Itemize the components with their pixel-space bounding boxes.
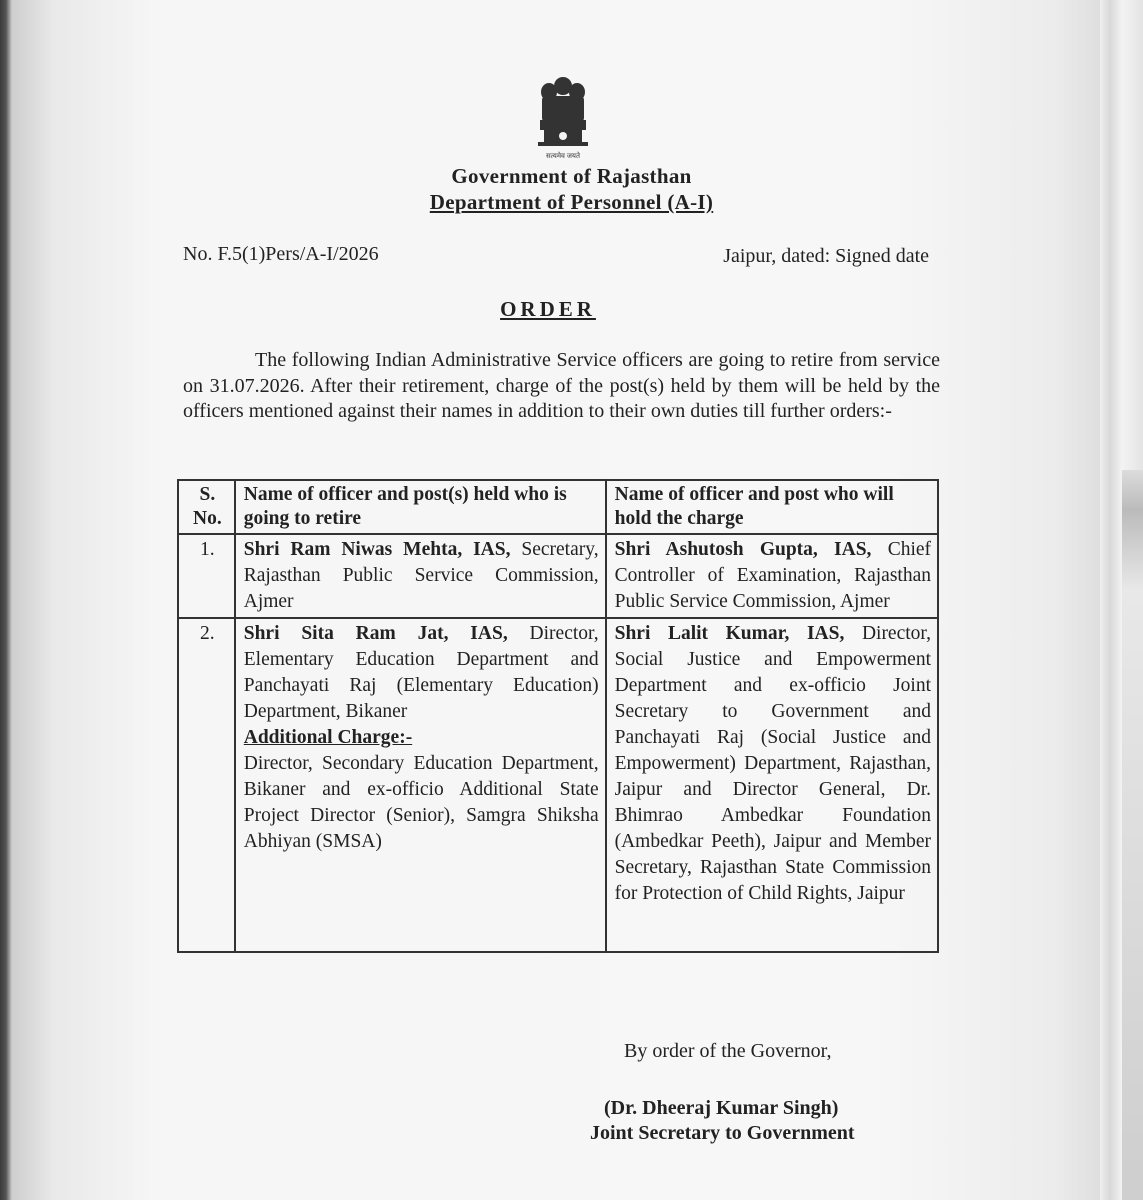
emblem-motto: सत्यमेव जयते: [546, 152, 580, 160]
charge-officer-name: Shri Lalit Kumar, IAS,: [614, 623, 845, 644]
charge-officer-post: Director, Social Justice and Empowerment Department and ex-officio Joint Secretary to Government and Panchayati Raj (Social Justice and Empowerment) Department, Rajasthan, Jaipur and Director General, Dr. Bhimrao Ambedkar Foundation (Ambedkar Peeth), Jaipur and Member Secretary, Rajasthan State Commission for Protection of Child Rights, Jaipur: [614, 623, 931, 904]
retiring-officer-name: Shri Ram Niwas Mehta, IAS,: [243, 539, 511, 560]
table-header-row: [178, 480, 938, 534]
charge-officer-name: Shri Ashutosh Gupta, IAS,: [614, 539, 872, 560]
retiring-officer-post: Secretary, Rajasthan Public Service Commission, Ajmer: [243, 539, 599, 612]
retiring-officer-name: Shri Sita Ram Jat, IAS,: [243, 623, 508, 644]
department-name: Department of Personnel (A-I): [429, 190, 714, 214]
file-number: No. F.5(1)Pers/A-I/2026: [183, 243, 379, 265]
retiring-officer-post: Director, Elementary Education Department and Panchayati Raj (Elementary Education) Department, Bikaner: [243, 623, 599, 722]
by-order-line: By order of the Governor,: [624, 1040, 832, 1062]
signatory-name: (Dr. Dheeraj Kumar Singh): [604, 1097, 839, 1119]
charge-officer-post: Chief Controller of Examination, Rajasthan Public Service Commission, Ajmer: [614, 539, 932, 612]
date-line: Jaipur, dated: Signed date: [723, 245, 929, 267]
officers-table: [177, 479, 939, 953]
header-charge: Name of officer and post who will hold the charge: [606, 480, 938, 534]
retiring-officer-cell: [235, 534, 606, 618]
state-emblem-icon: [530, 72, 596, 164]
government-name: Government of Rajasthan: [451, 164, 692, 188]
table-row: [178, 534, 938, 618]
row-sno: 2.: [178, 618, 235, 952]
intro-paragraph: [183, 348, 940, 425]
header-retiring: Name of officer and post(s) held who is going to retire: [235, 480, 606, 534]
header-sno: S. No.: [178, 480, 235, 534]
order-title: ORDER: [500, 297, 596, 321]
additional-charge-label: Additional Charge:-: [243, 727, 413, 748]
row-sno: 1.: [178, 534, 235, 618]
charge-officer-cell: [606, 618, 938, 952]
intro-text: The following Indian Administrative Service officers are going to retire from service on 31.07.2026. After their retirement, charge of the post(s) held by them will be held by the officers mentioned against their names in addition to their own duties till further orders:-: [183, 349, 940, 422]
charge-officer-cell: [606, 534, 938, 618]
retiring-officer-cell: [235, 618, 606, 952]
signatory-designation: Joint Secretary to Government: [590, 1122, 855, 1144]
additional-charge-text: Director, Secondary Education Department, Bikaner and ex-officio Additional State Project Director (Senior), Samgra Shiksha Abhiyan (SMSA): [243, 753, 599, 852]
table-row: [178, 618, 938, 952]
